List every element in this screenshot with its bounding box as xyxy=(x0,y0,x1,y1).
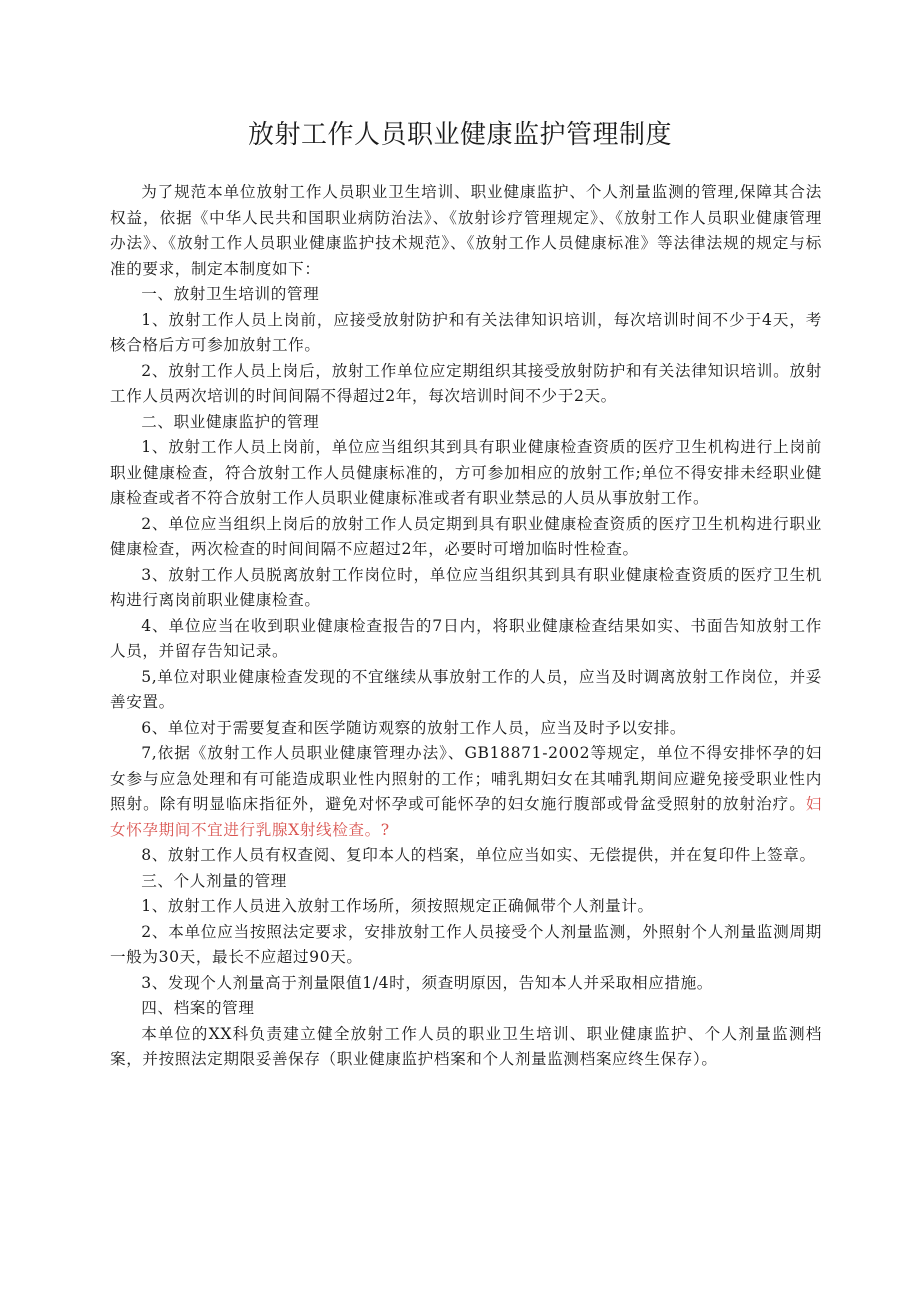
health-item-6: 6、单位对于需要复查和医学随访观察的放射工作人员，应当及时予以安排。 xyxy=(141,718,687,737)
dose-item-3: 3、发现个人剂量高于剂量限值1/4时，须查明原因，告知本人并采取相应措施。 xyxy=(141,973,713,992)
section-heading-training: 一、放射卫生培训的管理 xyxy=(141,285,320,303)
section-heading-dosimetry: 三、个人剂量的管理 xyxy=(141,871,287,890)
health-item-7-text: 7,依据《放射工作人员职业健康管理办法》、GB18871-2002等规定，单位不得安排怀孕的妇女参与应急处理和有可能造成职业性内照射的工作；哺乳期妇女在其哺乳期间应避免接受职业性内照射。除有明显临床指征外，避免对怀孕或可能怀孕的妇女施行腹部或骨盆受照射的放射治疗。 xyxy=(110,744,822,813)
health-item-4: 4、单位应当在收到职业健康检查报告的7日内，将职业健康检查结果如实、书面告知放射工作人员，并留存告知记录。 xyxy=(110,616,822,660)
pregnancy-warning-text: 妇女怀孕期间不宜进行乳腺X射线检查。? xyxy=(110,795,822,839)
intro-paragraph: 为了规范本单位放射工作人员职业卫生培训、职业健康监护、个人剂量监测的管理,保障其合法权益，依据《中华人民共和国职业病防治法》、《放射诊疗管理规定》、《放射工作人员职业健康管理办法》、《放射工作人员职业健康监护技术规范》、《放射工作人员健康标准》等法律法规的规定与标准的要求，制定本制度如下： xyxy=(110,183,822,278)
health-item-7 xyxy=(110,741,822,843)
section-heading-health-monitoring: 二、职业健康监护的管理 xyxy=(141,412,320,431)
archives-item-1: 本单位的XX科负责建立健全放射工作人员的职业卫生培训、职业健康监护、个人剂量监测档案，并按照法定期限妥善保存（职业健康监护档案和个人剂量监测档案应终生保存）。 xyxy=(110,1024,822,1068)
health-item-5: 5,单位对职业健康检查发现的不宜继续从事放射工作的人员，应当及时调离放射工作岗位，并妥善安置。 xyxy=(110,667,822,711)
health-item-8: 8、放射工作人员有权查阅、复印本人的档案，单位应当如实、无偿提供，并在复印件上签章。 xyxy=(141,846,816,864)
health-item-1: 1、放射工作人员上岗前，单位应当组织其到具有职业健康检查资质的医疗卫生机构进行上岗前职业健康检查，符合放射工作人员健康标准的，方可参加相应的放射工作;单位不得安排未经职业健康检查或者不符合放射工作人员职业健康标准或者有职业禁忌的人员从事放射工作。 xyxy=(110,438,822,507)
dose-item-1: 1、放射工作人员进入放射工作场所，须按照规定正确佩带个人剂量计。 xyxy=(141,897,654,915)
health-item-3: 3、放射工作人员脱离放射工作岗位时，单位应当组织其到具有职业健康检查资质的医疗卫生机构进行离岗前职业健康检查。 xyxy=(110,565,822,609)
document-title: 放射工作人员职业健康监护管理制度 xyxy=(247,120,672,150)
health-item-2: 2、单位应当组织上岗后的放射工作人员定期到具有职业健康检查资质的医疗卫生机构进行职业健康检查，两次检查的时间间隔不应超过2年，必要时可增加临时性检查。 xyxy=(110,514,822,558)
dose-item-2: 2、本单位应当按照法定要求，安排放射工作人员接受个人剂量监测，外照射个人剂量监测周期一般为30天，最长不应超过90天。 xyxy=(110,922,822,966)
document-body xyxy=(110,180,822,1073)
training-item-2: 2、放射工作人员上岗后，放射工作单位应定期组织其接受放射防护和有关法律知识培训。放射工作人员两次培训的时间间隔不得超过2年，每次培训时间不少于2天。 xyxy=(110,361,822,405)
section-heading-archives: 四、档案的管理 xyxy=(141,999,255,1017)
training-item-1: 1、放射工作人员上岗前，应接受放射防护和有关法律知识培训，每次培训时间不少于4天，考核合格后方可参加放射工作。 xyxy=(110,310,822,354)
